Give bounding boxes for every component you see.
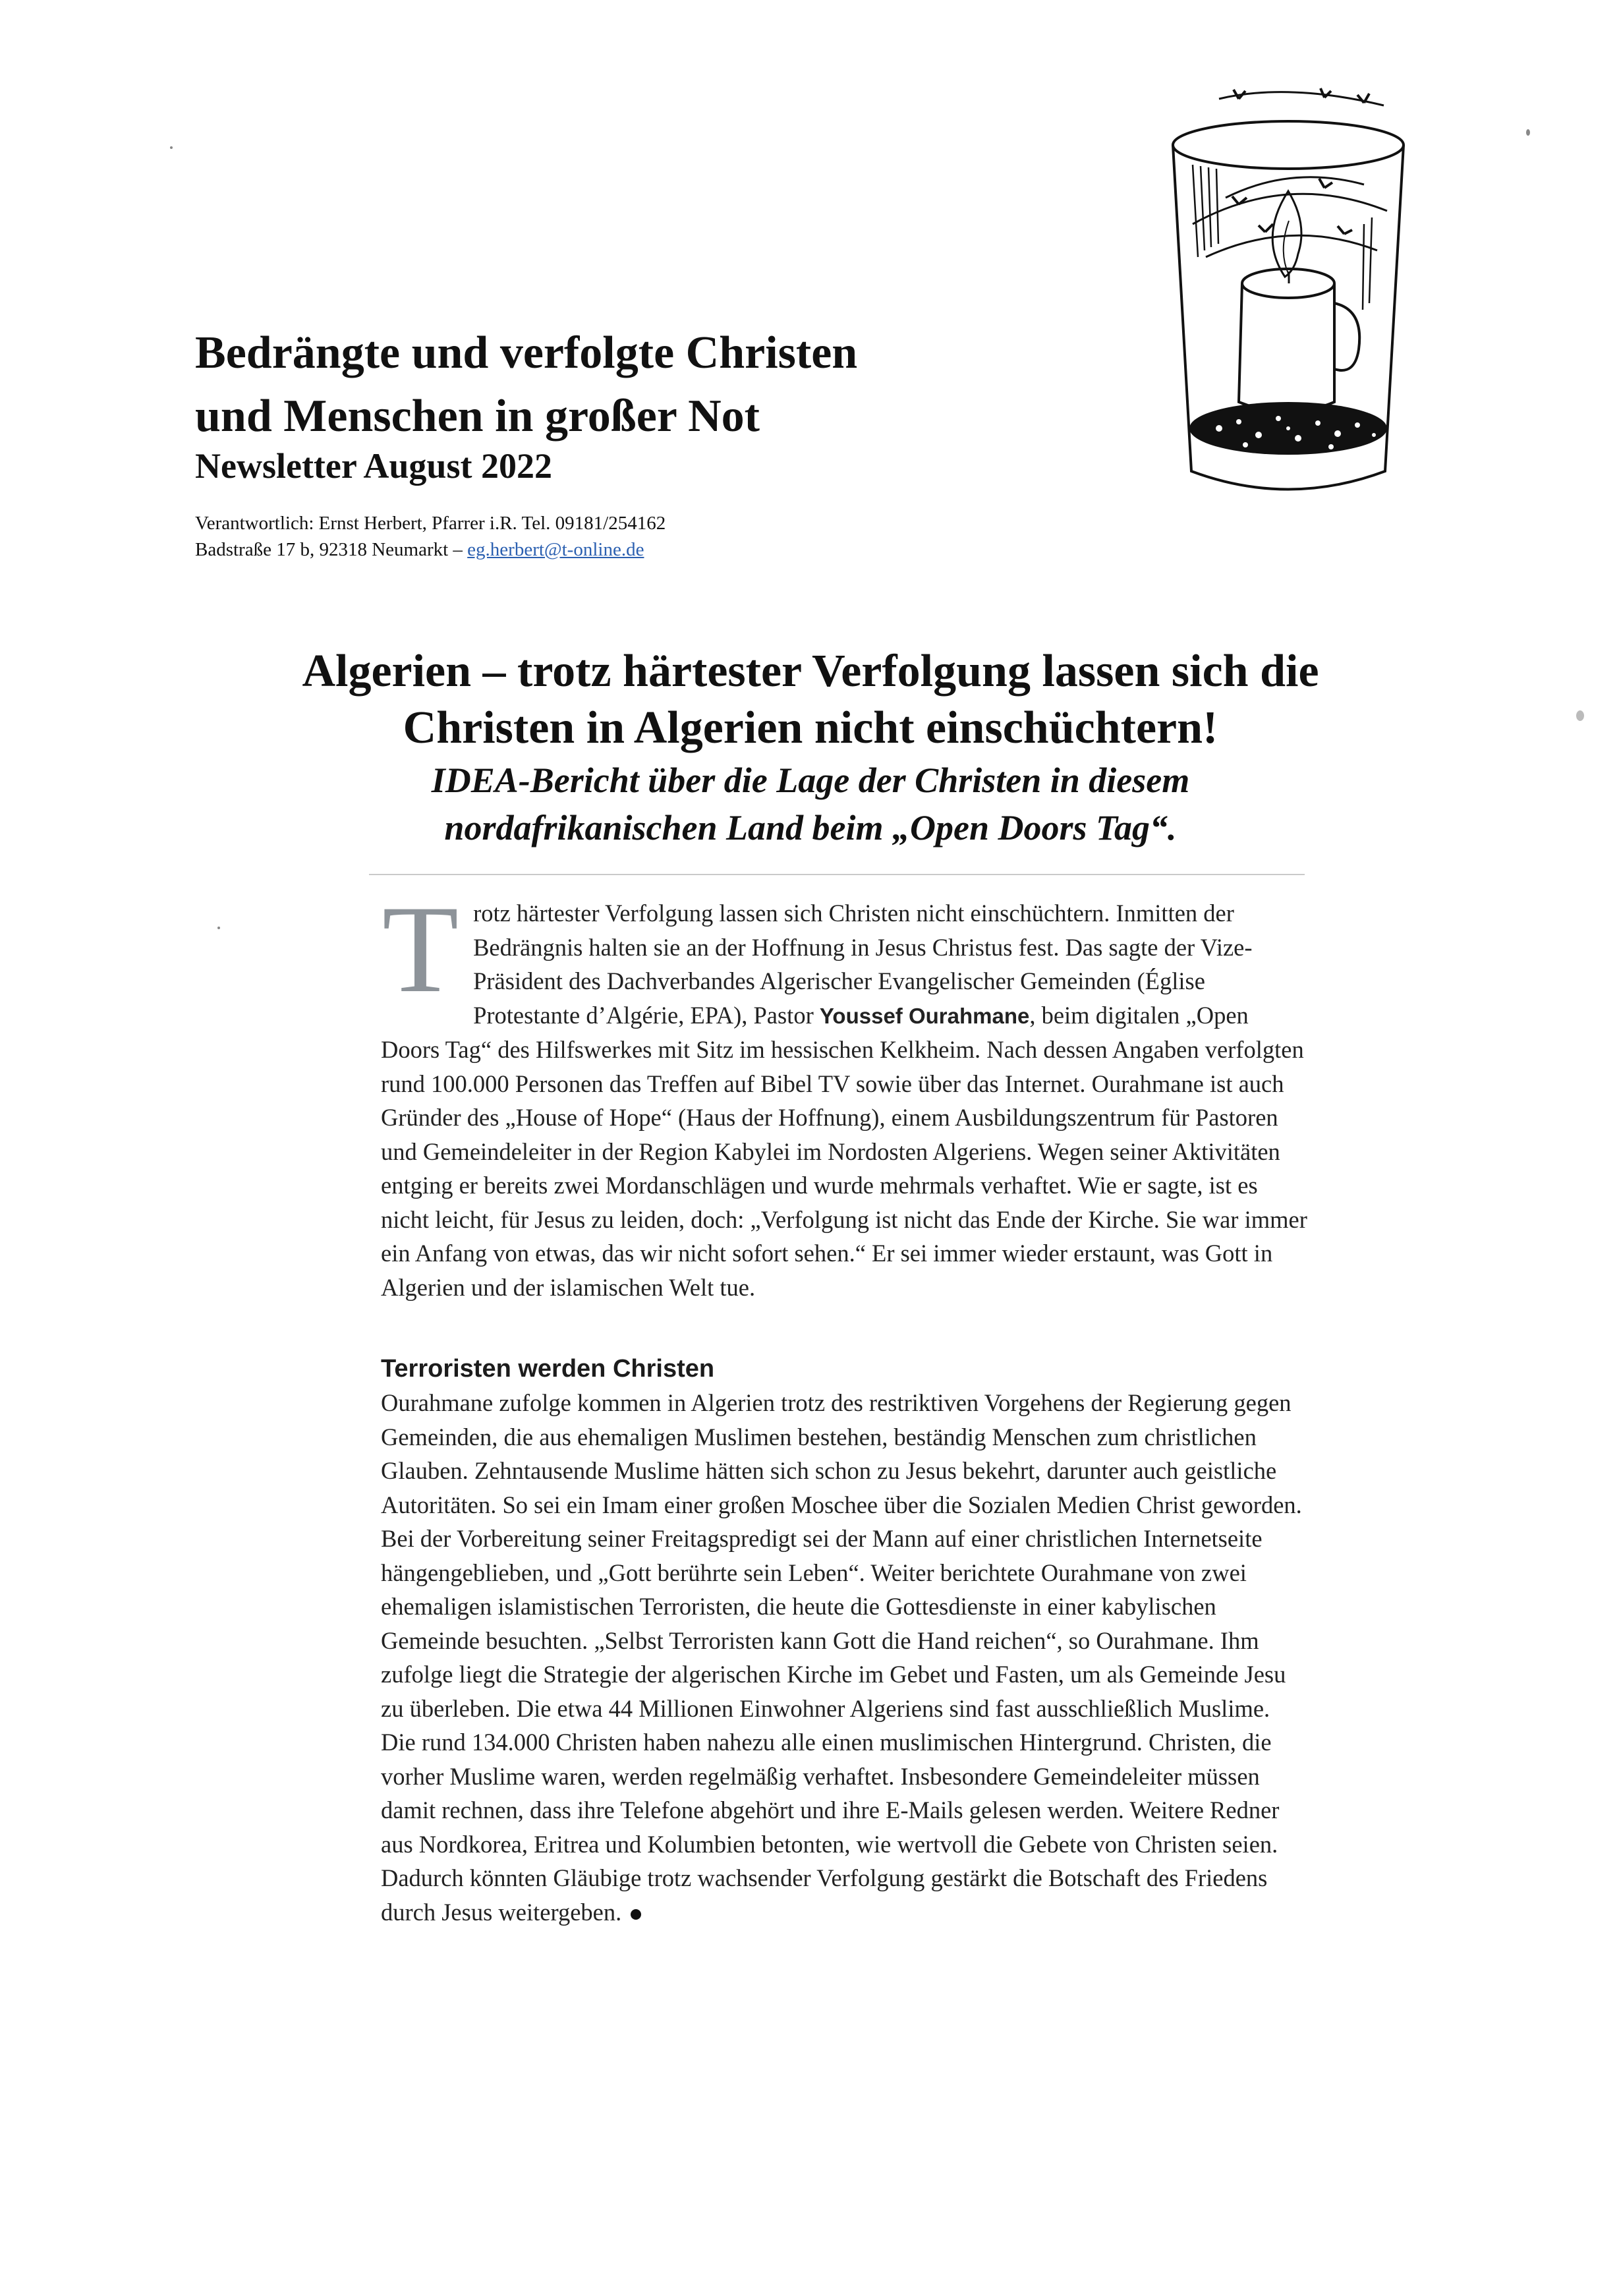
paragraph-intro-text-a: rotz härtester Verfolgung lassen sich Christen nicht einschüchtern. Inmitten der Bedrängnis halten sie an der Hoffnung in Jesus Christus fest. Das sagte der Vize-Präsident des Dachverbandes Algerischer Evangelischer Gemeinden (Église Protestante d’Algérie, EPA), Pastor (473, 900, 1253, 1029)
paragraph-intro (381, 880, 1310, 1304)
scan-speck (1526, 129, 1530, 136)
title-line-1: Bedrängte und verfolgte Christen (195, 328, 858, 378)
email-link[interactable]: eg.herbert@t-online.de (467, 539, 644, 560)
candle-glass-illustration (1166, 86, 1410, 507)
headline-line-3: IDEA-Bericht über die Lage der Christen in diesem (431, 761, 1190, 800)
address-text: Badstraße 17 b, 92318 Neumarkt – (195, 539, 468, 560)
pastor-name: Youssef Ourahmane (819, 1003, 1030, 1028)
contact-line-1: Verantwortlich: Ernst Herbert, Pfarrer i.R. Tel. 09181/254162 (195, 513, 666, 534)
section-heading: Terroristen werden Christen (381, 1355, 715, 1383)
headline-line-1: Algerien – trotz härtester Verfolgung lassen sich die (302, 646, 1319, 697)
contact-line-2 (195, 536, 666, 563)
article-headline (198, 643, 1423, 851)
newsletter-title (195, 322, 857, 448)
paragraph-main (381, 1386, 1310, 1929)
paragraph-intro-text-b: , beim digitalen „Open Doors Tag“ des Hilfswerkes mit Sitz im hessischen Kelkheim. Nach dessen Angaben verfolgten rund 100.000 Personen das Treffen auf Bibel TV sowie über das Internet. Ourahmane ist auch Gründer des „House of Hope“ (Haus der Hoffnung), einem Ausbildungszentrum für Pastoren und Gemeindeleiter in der Region Kabylei im Nordosten Algeriens. Wegen seiner Aktivitäten entging er bereits zwei Mordanschlägen und wurde mehrmals verhaftet. Wie er sagte, ist es nicht leicht, für Jesus zu leiden, doch: „Verfolgung ist nicht das Ende der Kirche. Sie war immer ein Anfang von etwas, das wir nicht sofort sehen.“ Er sei immer wieder erstaunt, was Gott in Algerien und der islamischen Welt tue. (381, 1001, 1307, 1301)
contact-info (195, 510, 666, 563)
divider (369, 874, 1305, 875)
end-of-article-bullet-icon (631, 1909, 641, 1920)
newsletter-subtitle: Newsletter August 2022 (195, 446, 552, 486)
scan-speck (1576, 710, 1584, 721)
headline-line-4: nordafrikanischen Land beim „Open Doors Tag“. (444, 808, 1177, 847)
article-body (381, 880, 1310, 1929)
title-line-2: und Menschen in großer Not (195, 391, 760, 442)
drop-cap: T (382, 880, 459, 1019)
headline-line-2: Christen in Algerien nicht einschüchtern! (403, 703, 1218, 753)
scan-speck (217, 927, 220, 929)
scan-speck (170, 146, 173, 149)
paragraph-main-text: Ourahmane zufolge kommen in Algerien trotz des restriktiven Vorgehens der Regierung gegen Gemeinden, die aus ehemaligen Muslimen bestehen, beständig Menschen zum christlichen Glauben. Zehntausende Muslime hätten sich schon zu Jesus bekehrt, darunter auch geistliche Autoritäten. So sei ein Imam einer großen Moschee über die Sozialen Medien Christ geworden. Bei der Vorbereitung seiner Freitagspredigt sei der Mann auf einer christlichen Internetseite hängengeblieben, und „Gott berührte sein Leben“. Weiter berichtete Ourahmane von zwei ehemaligen islamistischen Terroristen, die heute die Gottesdienste in einer kabylischen Gemeinde besuchten. „Selbst Terroristen kann Gott die Hand reichen“, so Ourahmane. Ihm zufolge liegt die Strategie der algerischen Kirche im Gebet und Fasten, um als Gemeinde Jesu zu überleben. Die etwa 44 Millionen Einwohner Algeriens sind fast ausschließlich Muslime. Die rund 134.000 Christen haben nahezu alle einen muslimischen Hintergrund. Christen, die vorher Muslime waren, werden regelmäßig verhaftet. Insbesondere Gemeindeleiter müssen damit rechnen, dass ihre Telefone abgehört und ihre E-Mails gelesen werden. Weitere Redner aus Nordkorea, Eritrea und Kolumbien betonten, wie wertvoll die Gebete von Christen seien. Dadurch könnten Gläubige trotz wachsender Verfolgung gestärkt die Botschaft des Friedens durch Jesus weitergeben. (381, 1389, 1302, 1926)
